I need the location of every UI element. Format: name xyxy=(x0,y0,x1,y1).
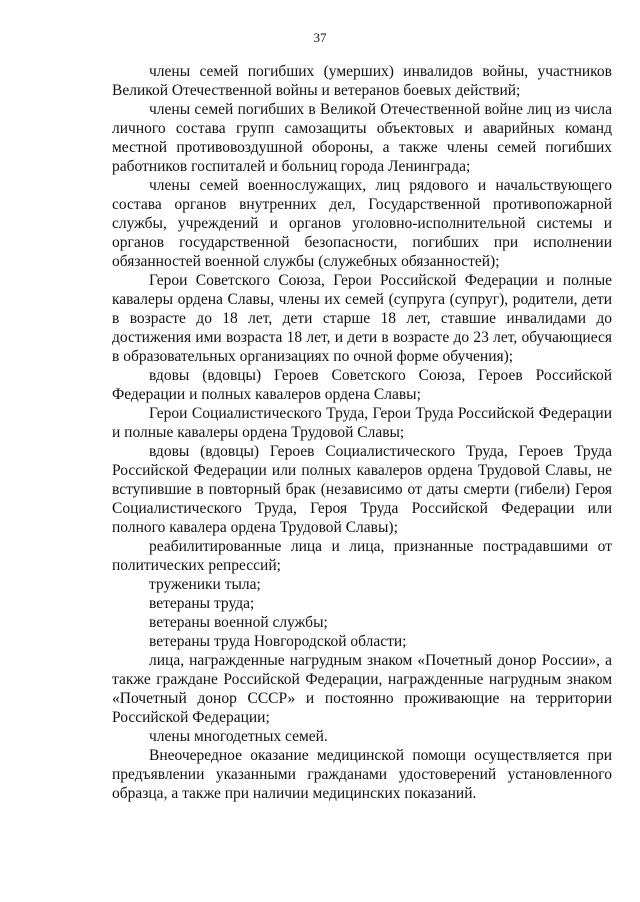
page-number: 37 xyxy=(313,30,327,45)
paragraph: труженики тыла; xyxy=(149,576,261,593)
paragraph: ветераны труда Новгородской области; xyxy=(149,633,407,650)
paragraph: члены семей военнослужащих, лиц рядового и начальствующего состава органов внутренних дел, Государственной противопожарной службы, учреждений и органов уголовно-исполнительной системы и органов государственной безопасности, погибших при исполнении обязанностей военной службы (служебных обязанностей); xyxy=(112,177,612,270)
paragraph: Герои Советского Союза, Герои Российской Федерации и полные кавалеры ордена Славы, члены их семей (супруга (супруг), родители, дети в возрасте до 18 лет, дети старше 18 лет, ставшие инвалидами до достижения ими возраста 18 лет, и дети в возрасте до 23 лет, обучающиеся в образовательных организациях по очной форме обучения); xyxy=(112,272,612,365)
paragraph: члены многодетных семей. xyxy=(149,728,328,745)
paragraph: ветераны труда; xyxy=(149,595,255,612)
paragraph: вдовы (вдовцы) Героев Советского Союза, Героев Российской Федерации и полных кавалеров ордена Славы; xyxy=(112,367,612,403)
paragraph: Герои Социалистического Труда, Герои Труда Российской Федерации и полные кавалеры ордена Трудовой Славы; xyxy=(112,405,612,441)
paragraph: лица, награжденные нагрудным знаком «Почетный донор России», а также граждане Российской Федерации, награжденные нагрудным знаком «Почетный донор СССР» и постоянно проживающие на территории Российской Федерации; xyxy=(112,652,612,726)
paragraph: Внеочередное оказание медицинской помощи осуществляется при предъявлении указанными гражданами удостоверений установленного образца, а также при наличии медицинских показаний. xyxy=(112,747,612,802)
document-body xyxy=(112,62,612,803)
paragraph: вдовы (вдовцы) Героев Социалистического Труда, Героев Труда Российской Федерации или полных кавалеров ордена Трудовой Славы, не вступившие в повторный брак (независимо от даты смерти (гибели) Героя Социалистического Труда, Героя Труда Российской Федерации или полного кавалера ордена Трудовой Славы); xyxy=(112,443,612,536)
paragraph: реабилитированные лица и лица, признанные пострадавшими от политических репрессий; xyxy=(112,538,612,574)
paragraph: члены семей погибших (умерших) инвалидов войны, участников Великой Отечественной войны и ветеранов боевых действий; xyxy=(112,63,612,99)
paragraph: ветераны военной службы; xyxy=(149,614,328,631)
paragraph: члены семей погибших в Великой Отечественной войне лиц из числа личного состава групп самозащиты объектовых и аварийных команд местной противовоздушной обороны, а также члены семей погибших работников госпиталей и больниц города Ленинграда; xyxy=(112,101,612,175)
